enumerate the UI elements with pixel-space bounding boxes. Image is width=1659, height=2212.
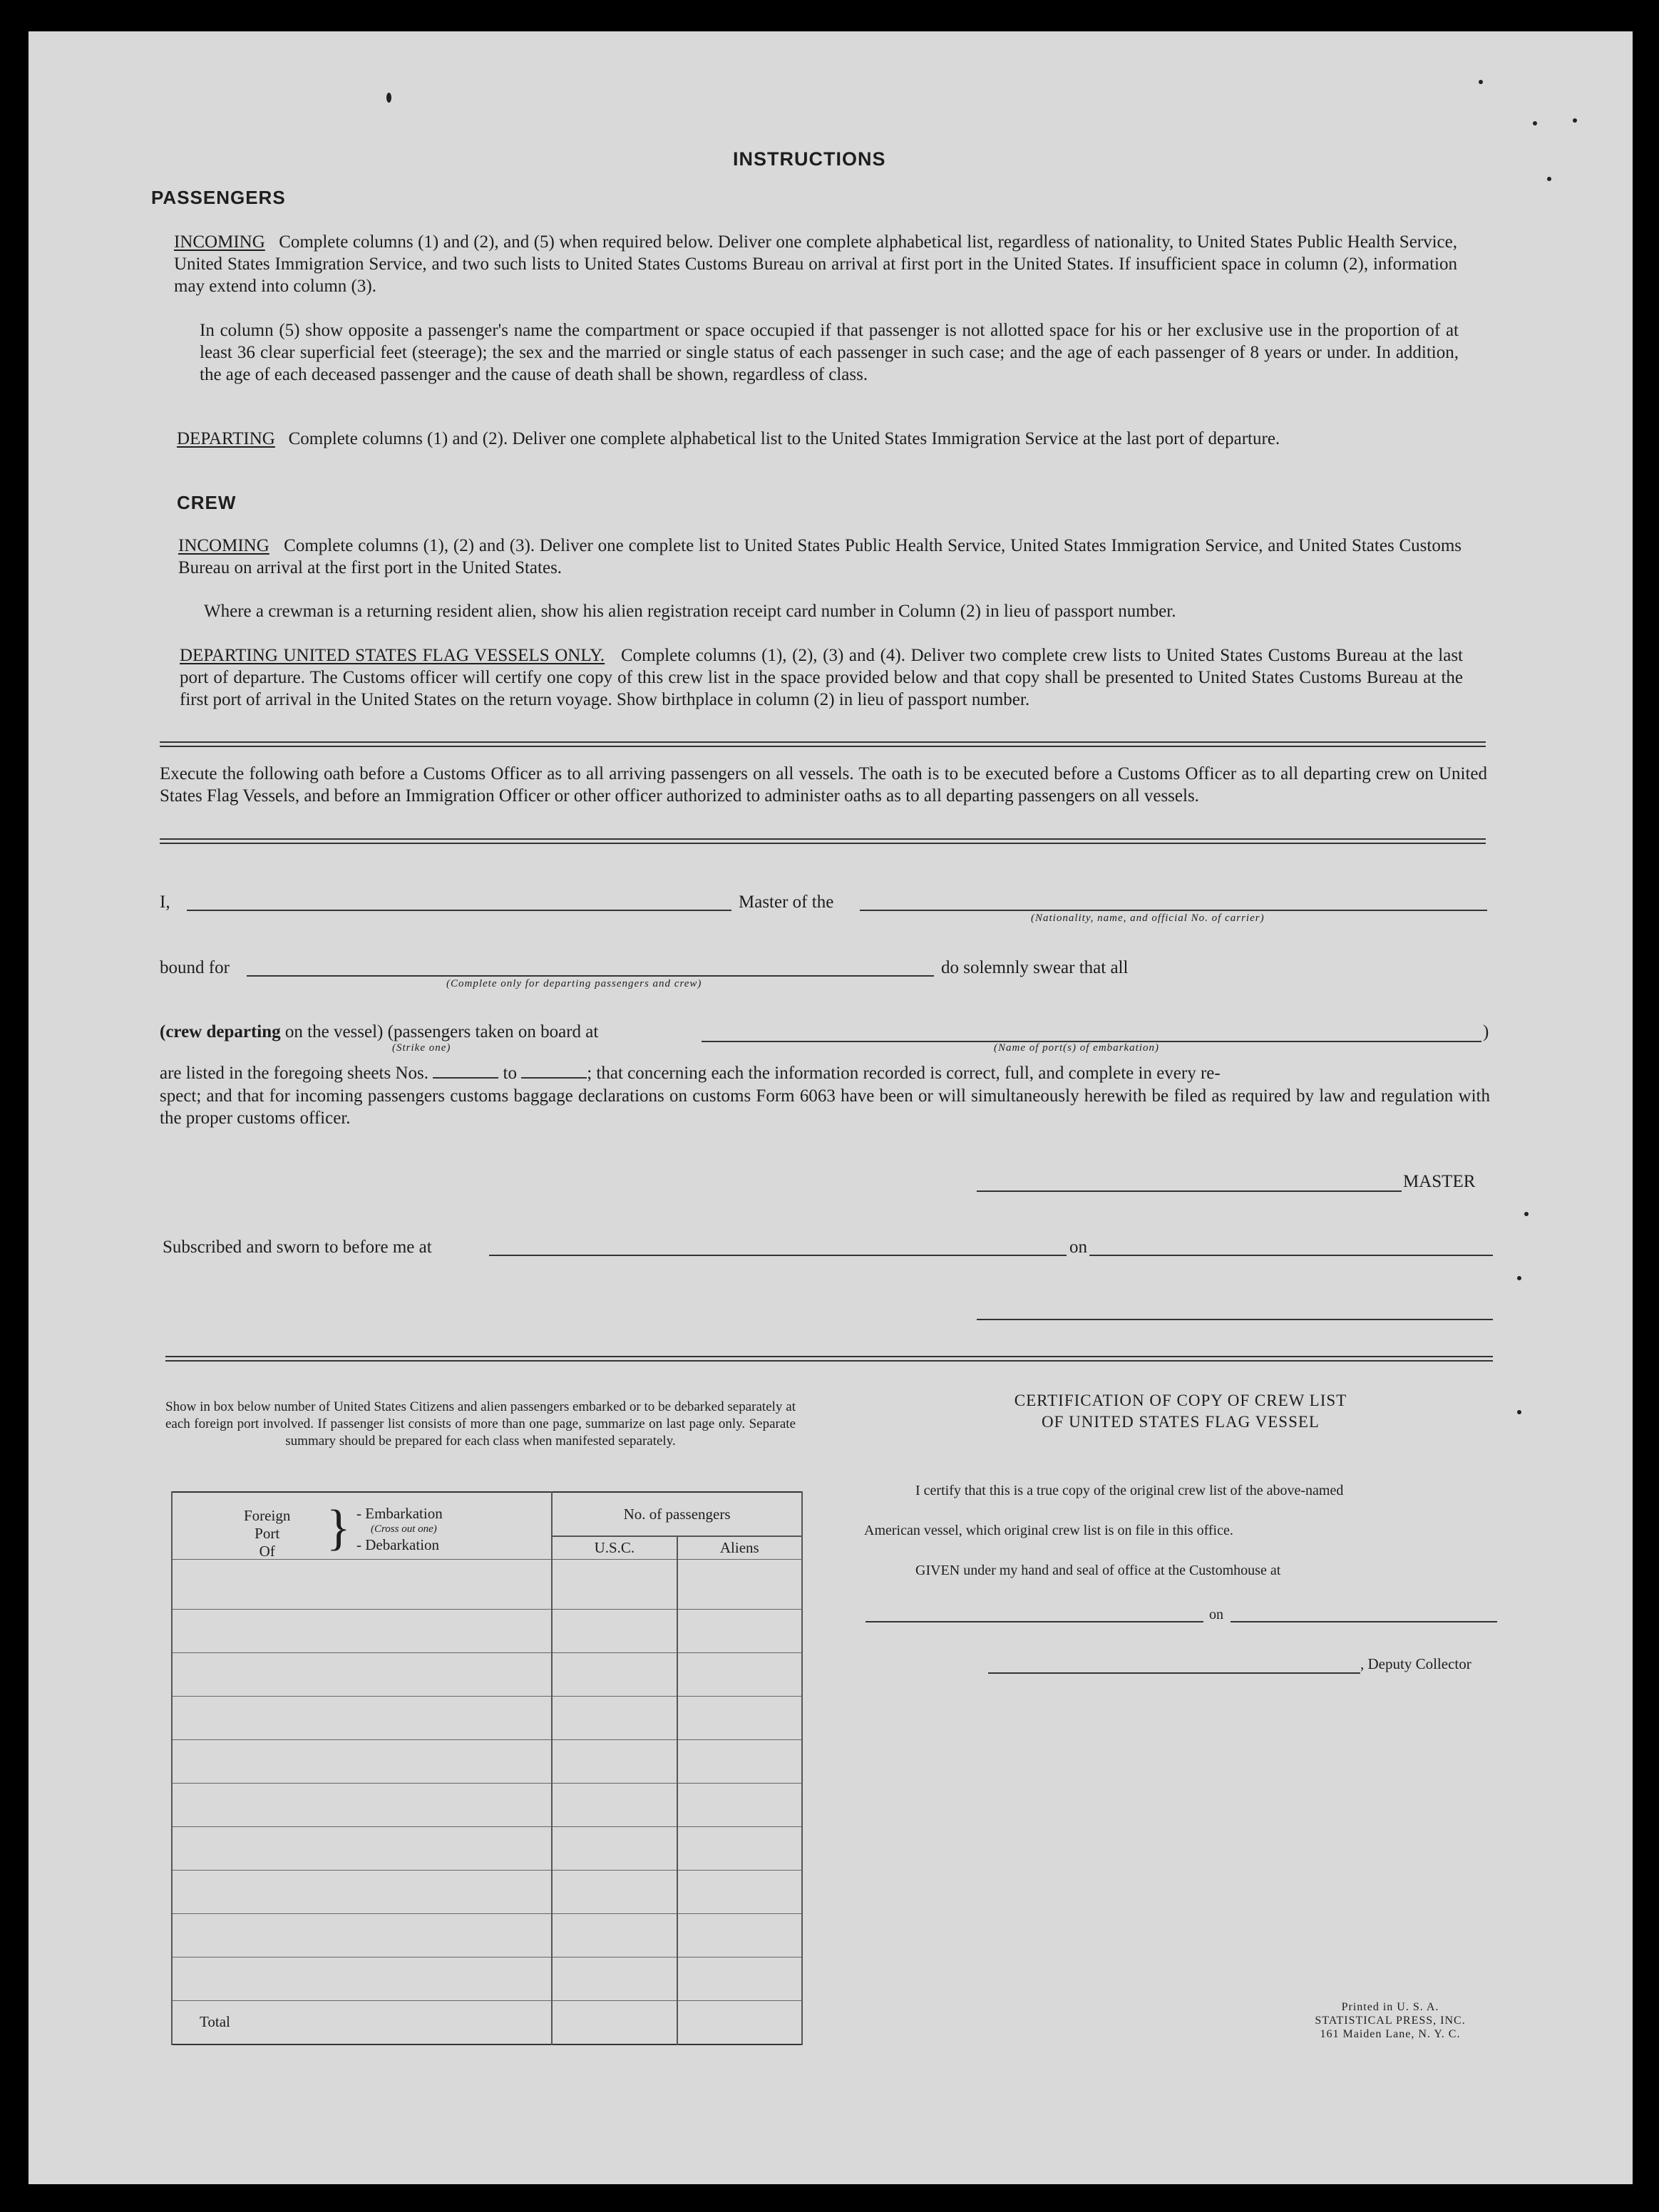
printer-imprint <box>1269 2000 1511 2041</box>
embarkation-option[interactable]: - Embarkation <box>356 1505 443 1522</box>
section-divider <box>160 741 1486 747</box>
certification-heading-line1: CERTIFICATION OF COPY OF CREW LIST <box>1014 1391 1347 1409</box>
usc-total-cell[interactable] <box>552 2000 677 2044</box>
master-of-the-label: Master of the <box>739 892 834 912</box>
usc-cell[interactable] <box>552 1870 677 1913</box>
port-cell[interactable] <box>172 1913 552 1957</box>
section-divider <box>160 838 1486 844</box>
sworn-date-field[interactable] <box>1089 1255 1493 1256</box>
deputy-collector-signature[interactable] <box>988 1672 1360 1674</box>
usc-cell[interactable] <box>552 1652 677 1696</box>
aliens-cell[interactable] <box>677 1739 802 1783</box>
printer-line3: 161 Maiden Lane, N. Y. C. <box>1320 2028 1461 2040</box>
crew-incoming-instruction <box>178 535 1462 579</box>
column5-instruction: In column (5) show opposite a passenger's name the compartment or space occupied if that passenger is not allotted space for his or her exclusive use in the proportion of at least 36 clear superficial feet (steerage); the sex and the married or single status of each passenger in such case; and the age of each passenger of 8 years or under. In addition, the age of each deceased passenger and the cause of death shall be shown, regardless of class. <box>200 321 1459 384</box>
carrier-caption: (Nationality, name, and official No. of carrier) <box>1031 912 1265 924</box>
bound-for-field[interactable] <box>247 975 934 977</box>
passengers-taken-label: (passengers taken on board at <box>387 1022 599 1041</box>
deputy-collector-label: , Deputy Collector <box>1360 1655 1471 1672</box>
aliens-cell[interactable] <box>677 1913 802 1957</box>
listed-suffix: ; that concerning each the information recorded is correct, full, and complete in every re- <box>587 1064 1221 1083</box>
listed-prefix: are listed in the foregoing sheets Nos. <box>160 1064 428 1083</box>
officer-signature-field[interactable] <box>977 1319 1493 1320</box>
aliens-cell[interactable] <box>677 1870 802 1913</box>
on-the-vessel-label: on the vessel) <box>284 1022 384 1041</box>
crew-incoming-label: INCOMING <box>178 536 269 555</box>
port-cell[interactable] <box>172 1609 552 1652</box>
port-cell[interactable] <box>172 1783 552 1826</box>
aliens-cell[interactable] <box>677 1783 802 1826</box>
usc-cell[interactable] <box>552 1739 677 1783</box>
customhouse-field[interactable] <box>866 1621 1203 1622</box>
scan-speck <box>1517 1276 1521 1280</box>
bound-for-label: bound for <box>160 958 230 977</box>
usc-cell[interactable] <box>552 1783 677 1826</box>
listed-rest: spect; and that for incoming passengers customs baggage declarations on customs Form 6063 have been or will simultaneously herewith be filed as required by law and regulation with the proper customs officer. <box>160 1086 1490 1128</box>
crew-departing-label: DEPARTING UNITED STATES FLAG VESSELS ONLY. <box>180 646 605 665</box>
printer-line1: Printed in U. S. A. <box>1341 2001 1439 2013</box>
passengers-departing-text: Complete columns (1) and (2). Deliver one complete alphabetical list to the United States Immigration Service at the last port of departure. <box>288 429 1280 448</box>
sheet-from-field[interactable] <box>433 1064 498 1079</box>
cert-date-field[interactable] <box>1231 1621 1497 1622</box>
usc-cell[interactable] <box>552 1568 677 1609</box>
of-label: Of <box>259 1543 275 1560</box>
swear-label: do solemnly swear that all <box>941 958 1129 977</box>
sworn-place-field[interactable] <box>489 1255 1067 1256</box>
cert-on-label: on <box>1209 1607 1223 1622</box>
usc-cell[interactable] <box>552 1609 677 1652</box>
scan-speck <box>1533 121 1537 125</box>
foreign-label: Foreign <box>244 1507 291 1524</box>
aliens-total-cell[interactable] <box>677 2000 802 2044</box>
embark-debark-options <box>356 1506 443 1553</box>
strike-one-caption: (Strike one) <box>392 1042 451 1054</box>
scan-speck <box>1517 1410 1521 1414</box>
summary-instructions: Show in box below number of United States Citizens and alien passengers embarked or to be debarked separately at each foreign port involved. If passenger list consists of more than one page, summarize on last page only. Separate summary should be prepared for each class when manifested separately. <box>165 1399 796 1449</box>
usc-cell[interactable] <box>552 1696 677 1739</box>
port-cell[interactable] <box>172 1652 552 1696</box>
table-row <box>172 1559 552 1568</box>
carrier-field[interactable] <box>860 910 1487 911</box>
sheets-line <box>160 1064 1221 1084</box>
port-caption: (Name of port(s) of embarkation) <box>994 1042 1159 1054</box>
printer-line2: STATISTICAL PRESS, INC. <box>1315 2015 1466 2027</box>
usc-cell[interactable] <box>552 1826 677 1870</box>
port-cell[interactable] <box>172 1957 552 2000</box>
certify-line1: I certify that this is a true copy of the original crew list of the above-named <box>915 1483 1344 1498</box>
aliens-cell[interactable] <box>677 1957 802 2000</box>
aliens-cell[interactable] <box>677 1652 802 1696</box>
foreign-port-header <box>172 1492 552 1559</box>
total-label: Total <box>172 2000 552 2044</box>
scan-speck <box>1479 80 1483 84</box>
crew-heading: CREW <box>177 492 237 513</box>
close-paren: ) <box>1483 1022 1489 1041</box>
scan-speck <box>1524 1212 1529 1216</box>
foreign-port-of <box>244 1507 290 1560</box>
port-cell[interactable] <box>172 1870 552 1913</box>
passengers-incoming-instruction <box>174 231 1457 297</box>
passenger-summary-table <box>171 1491 803 2045</box>
port-cell[interactable] <box>172 1696 552 1739</box>
master-name-field[interactable] <box>187 910 731 911</box>
usc-header: U.S.C. <box>552 1536 677 1559</box>
certification-heading <box>853 1390 1509 1433</box>
passengers-departing-label: DEPARTING <box>177 429 275 448</box>
port-cell[interactable] <box>172 1568 552 1609</box>
passengers-incoming-label: INCOMING <box>174 232 265 252</box>
passengers-departing-instruction <box>177 428 1459 450</box>
to-label: to <box>503 1064 517 1083</box>
crew-departing-text: Complete columns (1), (2), (3) and (4). Deliver two complete crew lists to United States Customs Bureau at the last port of departure. The Customs officer will certify one copy of this crew list in the space provided below and that copy shall be presented to United States Customs Bureau at the first port of arrival in the United States on the return voyage. Show birthplace in column (2) in lieu of passport number. <box>180 646 1463 709</box>
aliens-cell[interactable] <box>677 1826 802 1870</box>
bound-for-caption: (Complete only for departing passengers and crew) <box>446 978 702 989</box>
table-cell <box>552 1559 677 1568</box>
oath-i-label: I, <box>160 892 170 912</box>
port-cell[interactable] <box>172 1739 552 1783</box>
aliens-cell[interactable] <box>677 1568 802 1609</box>
master-label: MASTER <box>1403 1172 1476 1191</box>
subscribed-label: Subscribed and sworn to before me at <box>163 1238 432 1257</box>
table-cell <box>677 1559 802 1568</box>
oath-intro: Execute the following oath before a Customs Officer as to all arriving passengers on all vessels. The oath is to be executed before a Customs Officer as to all departing crew on United States Flag Vessels, and before an Immigration Officer or other officer authorized to administer oaths as to all departing passengers on all vessels. <box>160 764 1487 806</box>
crew-incoming-text: Complete columns (1), (2) and (3). Deliver one complete list to United States Public Health Service, United States Immigration Service, and United States Customs Bureau on arrival at the first port in the United States. <box>178 536 1462 577</box>
cross-out-caption: (Cross out one) <box>371 1523 437 1535</box>
instructions-title: INSTRUCTIONS <box>733 148 886 170</box>
port-label: Port <box>255 1525 280 1542</box>
certification-heading-line2: OF UNITED STATES FLAG VESSEL <box>1042 1413 1320 1431</box>
passengers-heading: PASSENGERS <box>151 187 286 208</box>
scan-speck <box>386 93 391 103</box>
usc-cell[interactable] <box>552 1913 677 1957</box>
sheet-to-field[interactable] <box>521 1064 587 1079</box>
certify-line2: American vessel, which original crew list is on file in this office. <box>864 1523 1233 1538</box>
aliens-cell[interactable] <box>677 1609 802 1652</box>
debarkation-option[interactable]: - Debarkation <box>356 1536 440 1553</box>
usc-cell[interactable] <box>552 1957 677 2000</box>
aliens-cell[interactable] <box>677 1696 802 1739</box>
crew-departing-instruction <box>180 644 1463 711</box>
aliens-header: Aliens <box>677 1536 802 1559</box>
master-signature-field[interactable] <box>977 1190 1402 1192</box>
no-of-passengers-header: No. of passengers <box>552 1492 802 1536</box>
section-divider <box>165 1356 1493 1362</box>
brace-icon: } <box>327 1501 351 1555</box>
crew-passengers-line <box>160 1022 598 1042</box>
passengers-incoming-text: Complete columns (1) and (2), and (5) when required below. Deliver one complete alphabetical list, regardless of nationality, to United States Public Health Service, United States Immigration Service, and two such lists to United States Customs Bureau on arrival at first port in the United States. If insufficient space in column (2), information may extend into column (3). <box>174 232 1458 296</box>
sworn-on-label: on <box>1069 1238 1087 1257</box>
scan-speck <box>1573 118 1577 123</box>
given-line: GIVEN under my hand and seal of office at the Customhouse at <box>915 1563 1281 1578</box>
scan-speck <box>1547 177 1551 181</box>
crew-resident-instruction: Where a crewman is a returning resident alien, show his alien registration receipt card number in Column (2) in lieu of passport number. <box>204 602 1176 621</box>
crew-departing-label: (crew departing <box>160 1022 281 1041</box>
port-cell[interactable] <box>172 1826 552 1870</box>
